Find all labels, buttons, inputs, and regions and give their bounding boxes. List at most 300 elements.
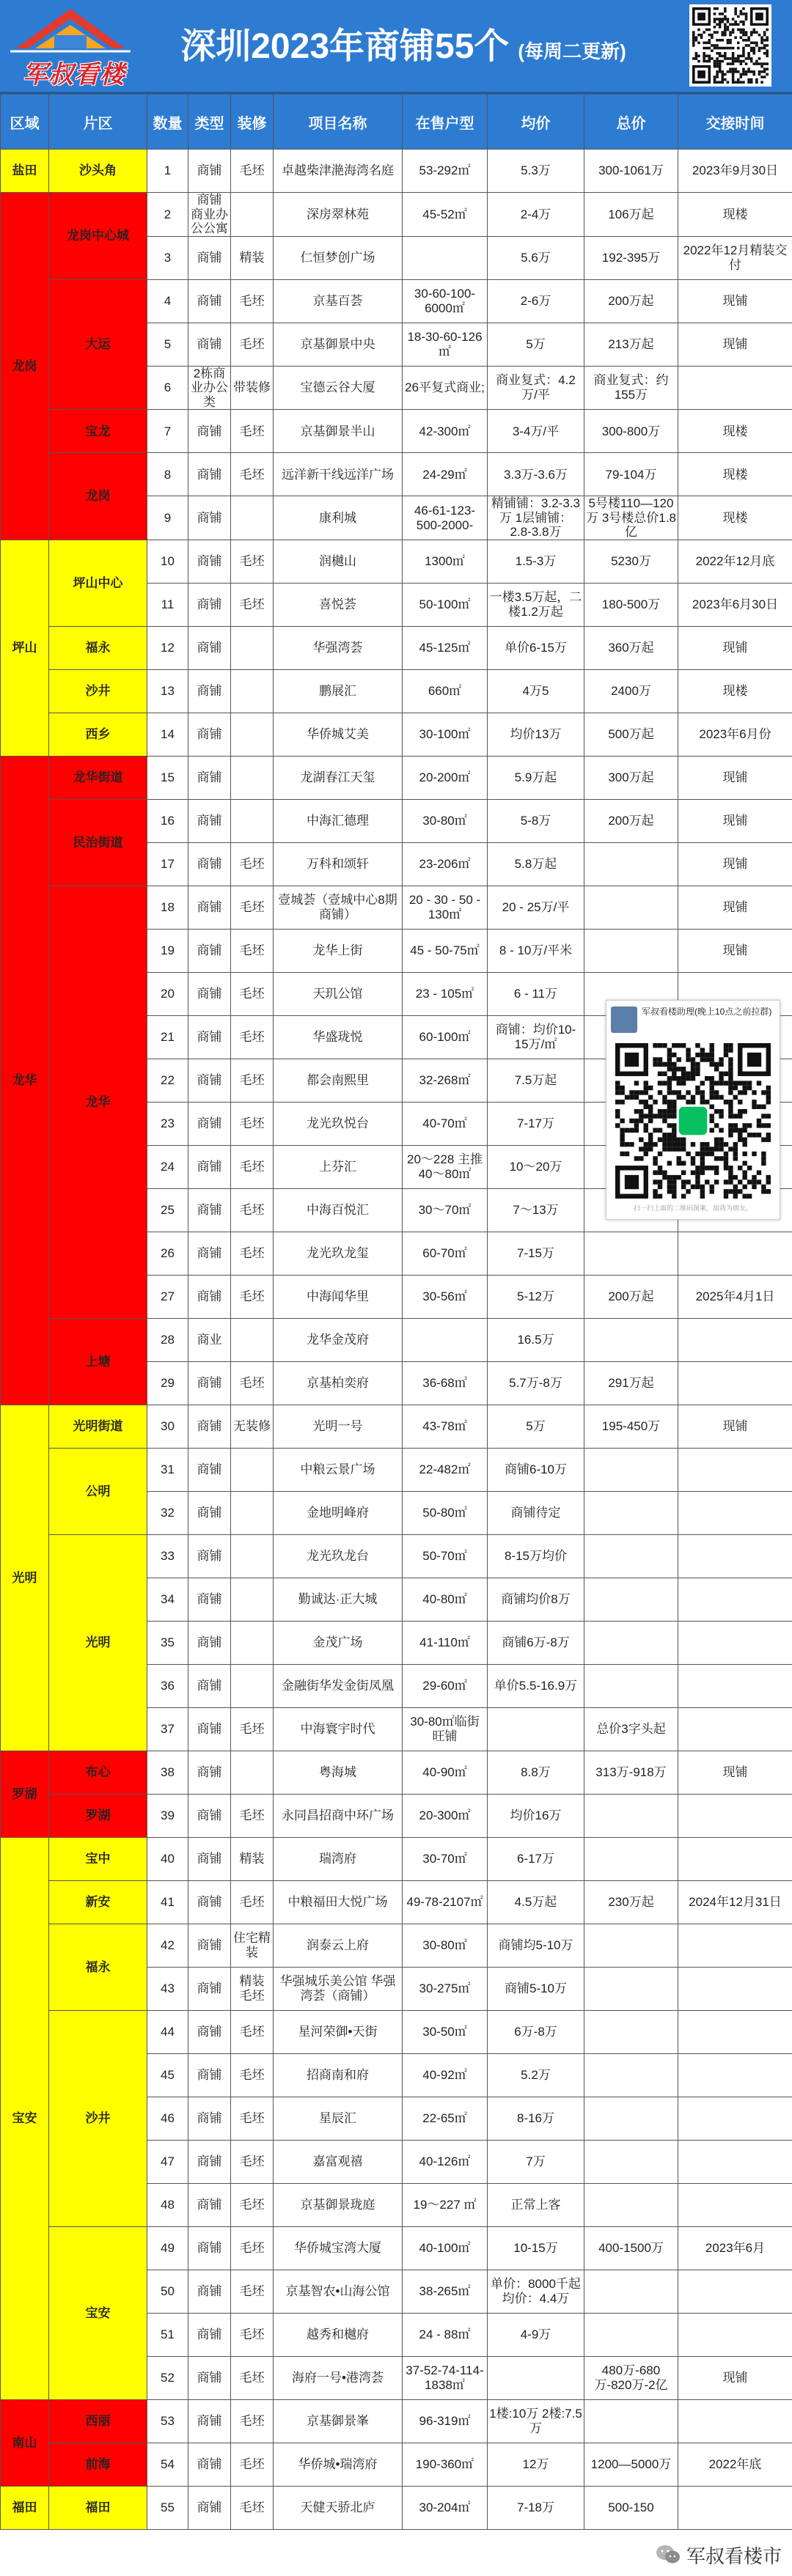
row-unit-price: 5.2万 bbox=[488, 2053, 584, 2097]
row-decoration: 毛坯 bbox=[231, 279, 274, 323]
row-number: 40 bbox=[147, 1837, 188, 1880]
area-cell: 沙头角 bbox=[49, 150, 147, 193]
row-type: 商铺 bbox=[188, 2399, 231, 2443]
row-total-price: 360万起 bbox=[584, 626, 678, 669]
row-size: 20-300㎡ bbox=[403, 1794, 488, 1837]
row-decoration: 毛坯 bbox=[231, 1232, 274, 1275]
row-project-name: 京基御景珑庭 bbox=[274, 2183, 403, 2226]
row-decoration bbox=[231, 626, 274, 669]
row-type: 商铺 bbox=[188, 1188, 231, 1232]
region-cell: 光明 bbox=[1, 1405, 49, 1751]
row-type: 商铺 bbox=[188, 1664, 231, 1707]
row-size: 49-78-2107㎡ bbox=[403, 1880, 488, 1924]
row-handover bbox=[678, 1491, 792, 1534]
row-total-price bbox=[584, 1924, 678, 1967]
row-total-price: 200万起 bbox=[584, 1275, 678, 1318]
column-header: 片区 bbox=[49, 95, 147, 150]
row-number: 51 bbox=[147, 2313, 188, 2356]
row-total-price bbox=[584, 1837, 678, 1880]
row-total-price: 79-104万 bbox=[584, 453, 678, 496]
row-decoration: 毛坯 bbox=[231, 972, 274, 1015]
table-row bbox=[1, 540, 792, 583]
row-unit-price: 一楼3.5万起，二楼1.2万起 bbox=[488, 583, 584, 626]
table-row bbox=[1, 1880, 792, 1924]
row-project-name: 润樾山 bbox=[274, 540, 403, 583]
row-total-price: 195-450万 bbox=[584, 1405, 678, 1448]
row-decoration bbox=[231, 669, 274, 713]
table-row bbox=[1, 1448, 792, 1491]
row-size: 24 - 88㎡ bbox=[403, 2313, 488, 2356]
row-total-price: 300-800万 bbox=[584, 410, 678, 453]
row-unit-price: 2-4万 bbox=[488, 193, 584, 237]
row-type: 商铺 bbox=[188, 1794, 231, 1837]
row-project-name: 京基柏奕府 bbox=[274, 1361, 403, 1405]
row-project-name: 粤海城 bbox=[274, 1751, 403, 1794]
page-title-sub: (每周二更新) bbox=[518, 40, 626, 62]
area-cell: 公明 bbox=[49, 1448, 147, 1534]
row-total-price bbox=[584, 1967, 678, 2010]
assistant-qr-code bbox=[615, 1043, 771, 1199]
row-type: 2栋商业办公类 bbox=[188, 366, 231, 410]
row-decoration: 毛坯 bbox=[231, 540, 274, 583]
row-unit-price: 7～13万 bbox=[488, 1188, 584, 1232]
table-row bbox=[1, 626, 792, 669]
region-cell: 坪山 bbox=[1, 540, 49, 756]
row-type: 商铺 bbox=[188, 150, 231, 193]
row-size: 40-100㎡ bbox=[403, 2226, 488, 2270]
avatar bbox=[611, 1007, 637, 1033]
row-decoration bbox=[231, 713, 274, 756]
row-unit-price: 正常上客 bbox=[488, 2183, 584, 2226]
row-total-price: 192-395万 bbox=[584, 236, 678, 279]
row-project-name: 康利城 bbox=[274, 496, 403, 540]
row-type: 商铺 bbox=[188, 496, 231, 540]
assistant-qr-card bbox=[606, 1000, 780, 1220]
row-project-name: 京基御景中央 bbox=[274, 323, 403, 366]
row-project-name: 华侨城•瑞湾府 bbox=[274, 2443, 403, 2486]
row-project-name: 招商南和府 bbox=[274, 2053, 403, 2097]
row-total-price: 5230万 bbox=[584, 540, 678, 583]
area-cell: 大运 bbox=[49, 279, 147, 410]
row-type: 商铺 bbox=[188, 1924, 231, 1967]
row-size: 18-30-60-126㎡ bbox=[403, 323, 488, 366]
row-number: 43 bbox=[147, 1967, 188, 2010]
row-unit-price: 5.6万 bbox=[488, 236, 584, 279]
row-size: 46-61-123-500-2000- bbox=[403, 496, 488, 540]
row-project-name: 京基百荟 bbox=[274, 279, 403, 323]
row-number: 5 bbox=[147, 323, 188, 366]
row-size: 60-70㎡ bbox=[403, 1232, 488, 1275]
area-cell: 罗湖 bbox=[49, 1794, 147, 1837]
area-cell: 宝中 bbox=[49, 1837, 147, 1880]
row-unit-price: 6-17万 bbox=[488, 1837, 584, 1880]
row-type: 商铺 bbox=[188, 2010, 231, 2053]
row-project-name: 宝德云谷大厦 bbox=[274, 366, 403, 410]
row-size: 20 - 30 - 50 - 130㎡ bbox=[403, 886, 488, 929]
row-number: 22 bbox=[147, 1059, 188, 1102]
row-number: 48 bbox=[147, 2183, 188, 2226]
row-project-name: 中海百悦汇 bbox=[274, 1188, 403, 1232]
row-number: 7 bbox=[147, 410, 188, 453]
row-unit-price: 1楼:10万 2楼:7.5万 bbox=[488, 2399, 584, 2443]
table-row bbox=[1, 2399, 792, 2443]
row-type: 商铺 bbox=[188, 886, 231, 929]
row-unit-price: 商业复式：4.2万/平 bbox=[488, 366, 584, 410]
row-project-name: 都会南熙里 bbox=[274, 1059, 403, 1102]
row-number: 18 bbox=[147, 886, 188, 929]
row-project-name: 龙光玖悦台 bbox=[274, 1102, 403, 1145]
row-type: 商铺 bbox=[188, 2356, 231, 2399]
row-type: 商铺 bbox=[188, 799, 231, 842]
row-unit-price: 商铺6万-8万 bbox=[488, 1621, 584, 1664]
row-handover bbox=[678, 2097, 792, 2140]
row-number: 28 bbox=[147, 1318, 188, 1361]
row-decoration: 毛坯 bbox=[231, 2053, 274, 2097]
area-cell: 前海 bbox=[49, 2443, 147, 2486]
row-handover bbox=[678, 1967, 792, 2010]
row-type: 商铺 bbox=[188, 1102, 231, 1145]
row-number: 2 bbox=[147, 193, 188, 237]
row-total-price: 500万起 bbox=[584, 713, 678, 756]
row-number: 24 bbox=[147, 1145, 188, 1188]
row-handover bbox=[678, 1664, 792, 1707]
row-number: 47 bbox=[147, 2140, 188, 2183]
row-decoration: 毛坯 bbox=[231, 1880, 274, 1924]
row-type: 商铺 bbox=[188, 2313, 231, 2356]
row-number: 1 bbox=[147, 150, 188, 193]
row-handover: 现铺 bbox=[678, 626, 792, 669]
row-project-name: 龙华金茂府 bbox=[274, 1318, 403, 1361]
row-number: 32 bbox=[147, 1491, 188, 1534]
row-type: 商铺 bbox=[188, 2226, 231, 2270]
table-row bbox=[1, 1534, 792, 1578]
row-size: 22-482㎡ bbox=[403, 1448, 488, 1491]
row-size: 45-125㎡ bbox=[403, 626, 488, 669]
row-type: 商铺 bbox=[188, 1751, 231, 1794]
row-handover: 现铺 bbox=[678, 842, 792, 886]
row-project-name: 喜悦荟 bbox=[274, 583, 403, 626]
row-handover: 现铺 bbox=[678, 279, 792, 323]
table-row bbox=[1, 193, 792, 237]
row-project-name: 越秀和樾府 bbox=[274, 2313, 403, 2356]
row-project-name: 中粮云景广场 bbox=[274, 1448, 403, 1491]
row-handover: 现铺 bbox=[678, 323, 792, 366]
row-total-price: 291万起 bbox=[584, 1361, 678, 1405]
row-number: 3 bbox=[147, 236, 188, 279]
row-decoration bbox=[231, 756, 274, 799]
row-decoration: 毛坯 bbox=[231, 2183, 274, 2226]
row-project-name: 京基智农•山海公馆 bbox=[274, 2270, 403, 2313]
row-handover: 2022年底 bbox=[678, 2443, 792, 2486]
wechat-icon bbox=[656, 2544, 681, 2566]
row-size: 30～70㎡ bbox=[403, 1188, 488, 1232]
table-row bbox=[1, 1405, 792, 1448]
row-decoration bbox=[231, 1751, 274, 1794]
row-project-name: 华强湾荟 bbox=[274, 626, 403, 669]
row-size: 23-206㎡ bbox=[403, 842, 488, 886]
row-handover bbox=[678, 1232, 792, 1275]
row-project-name: 华侨城宝湾大厦 bbox=[274, 2226, 403, 2270]
row-size: 53-292㎡ bbox=[403, 150, 488, 193]
row-handover: 现铺 bbox=[678, 886, 792, 929]
table-row bbox=[1, 669, 792, 713]
row-type: 商铺 bbox=[188, 842, 231, 886]
row-unit-price: 8-15万均价 bbox=[488, 1534, 584, 1578]
row-type: 商铺 bbox=[188, 453, 231, 496]
row-project-name: 龙华上街 bbox=[274, 929, 403, 972]
row-unit-price: 4万5 bbox=[488, 669, 584, 713]
row-number: 31 bbox=[147, 1448, 188, 1491]
row-size: 23 - 105㎡ bbox=[403, 972, 488, 1015]
row-type: 商铺 bbox=[188, 1707, 231, 1751]
row-size: 30-275㎡ bbox=[403, 1967, 488, 2010]
row-size: 40-70㎡ bbox=[403, 1102, 488, 1145]
row-type: 商铺 bbox=[188, 1232, 231, 1275]
row-unit-price: 10～20万 bbox=[488, 1145, 584, 1188]
row-unit-price: 单价：8000千起 均价：4.4万 bbox=[488, 2270, 584, 2313]
row-decoration bbox=[231, 1448, 274, 1491]
row-type: 商铺 bbox=[188, 669, 231, 713]
row-project-name: 龙光玖龙玺 bbox=[274, 1232, 403, 1275]
row-number: 38 bbox=[147, 1751, 188, 1794]
row-handover: 现楼 bbox=[678, 669, 792, 713]
row-size: 19～227 ㎡ bbox=[403, 2183, 488, 2226]
table-row bbox=[1, 279, 792, 323]
row-unit-price: 4-9万 bbox=[488, 2313, 584, 2356]
row-size: 42-300㎡ bbox=[403, 410, 488, 453]
area-cell: 龙岗 bbox=[49, 453, 147, 540]
row-type: 商铺 bbox=[188, 756, 231, 799]
row-handover bbox=[678, 2010, 792, 2053]
row-total-price bbox=[584, 2140, 678, 2183]
row-number: 21 bbox=[147, 1015, 188, 1059]
row-unit-price: 5-12万 bbox=[488, 1275, 584, 1318]
row-total-price bbox=[584, 1578, 678, 1621]
row-unit-price: 商铺待定 bbox=[488, 1491, 584, 1534]
row-number: 44 bbox=[147, 2010, 188, 2053]
row-total-price: 2400万 bbox=[584, 669, 678, 713]
row-size: 20～228 主推40～80㎡ bbox=[403, 1145, 488, 1188]
row-handover bbox=[678, 2183, 792, 2226]
row-project-name: 勤诚达·正大城 bbox=[274, 1578, 403, 1621]
row-number: 26 bbox=[147, 1232, 188, 1275]
row-type: 商业 bbox=[188, 1318, 231, 1361]
row-project-name: 中粮福田大悦广场 bbox=[274, 1880, 403, 1924]
row-size: 45-52㎡ bbox=[403, 193, 488, 237]
row-decoration: 毛坯 bbox=[231, 2443, 274, 2486]
table-row bbox=[1, 2226, 792, 2270]
row-project-name: 中海寰宇时代 bbox=[274, 1707, 403, 1751]
row-handover bbox=[678, 2140, 792, 2183]
table-row bbox=[1, 1837, 792, 1880]
row-handover bbox=[678, 1578, 792, 1621]
row-type: 商铺 bbox=[188, 1015, 231, 1059]
table-row bbox=[1, 410, 792, 453]
row-size: 30-204㎡ bbox=[403, 2486, 488, 2529]
row-decoration bbox=[231, 1664, 274, 1707]
row-number: 55 bbox=[147, 2486, 188, 2529]
row-decoration: 毛坯 bbox=[231, 453, 274, 496]
area-cell: 上塘 bbox=[49, 1318, 147, 1405]
row-unit-price: 7万 bbox=[488, 2140, 584, 2183]
page-title bbox=[139, 0, 667, 94]
table-row bbox=[1, 2010, 792, 2053]
region-cell: 罗湖 bbox=[1, 1751, 49, 1837]
row-handover bbox=[678, 1837, 792, 1880]
row-size: 60-100㎡ bbox=[403, 1015, 488, 1059]
row-number: 37 bbox=[147, 1707, 188, 1751]
row-type: 商铺 bbox=[188, 1967, 231, 2010]
row-size: 30-80㎡ bbox=[403, 1924, 488, 1967]
region-cell: 龙岗 bbox=[1, 193, 49, 540]
area-cell: 光明街道 bbox=[49, 1405, 147, 1448]
row-handover bbox=[678, 2270, 792, 2313]
area-cell: 新安 bbox=[49, 1880, 147, 1924]
row-total-price bbox=[584, 1318, 678, 1361]
row-number: 27 bbox=[147, 1275, 188, 1318]
row-decoration: 毛坯 bbox=[231, 1794, 274, 1837]
row-project-name: 金融街华发金街凤凰 bbox=[274, 1664, 403, 1707]
row-decoration: 毛坯 bbox=[231, 842, 274, 886]
row-total-price bbox=[584, 2270, 678, 2313]
row-decoration: 毛坯 bbox=[231, 2010, 274, 2053]
row-unit-price: 8 - 10万/平米 bbox=[488, 929, 584, 972]
row-total-price: 5号楼110—120万 3号楼总价1.8亿 bbox=[584, 496, 678, 540]
row-number: 34 bbox=[147, 1578, 188, 1621]
row-handover: 2023年6月30日 bbox=[678, 583, 792, 626]
row-size: 50-100㎡ bbox=[403, 583, 488, 626]
row-unit-price bbox=[488, 2356, 584, 2399]
row-unit-price: 3-4万/平 bbox=[488, 410, 584, 453]
row-size: 50-80㎡ bbox=[403, 1491, 488, 1534]
row-number: 54 bbox=[147, 2443, 188, 2486]
row-handover: 现铺 bbox=[678, 2356, 792, 2399]
footer-brand: 军叔看楼市 bbox=[686, 2544, 782, 2567]
row-number: 25 bbox=[147, 1188, 188, 1232]
row-unit-price: 7.5万起 bbox=[488, 1059, 584, 1102]
row-size: 40-126㎡ bbox=[403, 2140, 488, 2183]
row-handover bbox=[678, 1621, 792, 1664]
row-size: 24-29㎡ bbox=[403, 453, 488, 496]
row-number: 36 bbox=[147, 1664, 188, 1707]
qr-code-icon bbox=[692, 7, 769, 84]
row-size: 43-78㎡ bbox=[403, 1405, 488, 1448]
row-total-price: 180-500万 bbox=[584, 583, 678, 626]
row-decoration bbox=[231, 1534, 274, 1578]
row-number: 10 bbox=[147, 540, 188, 583]
row-project-name: 万科和颂轩 bbox=[274, 842, 403, 886]
area-cell: 光明 bbox=[49, 1534, 147, 1751]
row-type: 商铺 bbox=[188, 2097, 231, 2140]
row-type: 商铺 bbox=[188, 323, 231, 366]
row-total-price: 商业复式：约155万 bbox=[584, 366, 678, 410]
row-total-price bbox=[584, 2010, 678, 2053]
area-cell: 福永 bbox=[49, 1924, 147, 2010]
row-unit-price: 6 - 11万 bbox=[488, 972, 584, 1015]
row-total-price bbox=[584, 1664, 678, 1707]
row-total-price: 300万起 bbox=[584, 756, 678, 799]
table-row bbox=[1, 886, 792, 929]
logo-text: 军叔看楼 bbox=[23, 62, 125, 89]
row-decoration: 毛坯 bbox=[231, 2226, 274, 2270]
table-row bbox=[1, 756, 792, 799]
row-handover bbox=[678, 1794, 792, 1837]
row-unit-price: 商铺均5-10万 bbox=[488, 1924, 584, 1967]
row-total-price bbox=[584, 1232, 678, 1275]
table-row bbox=[1, 2486, 792, 2529]
row-project-name: 远洋新干线远洋广场 bbox=[274, 453, 403, 496]
row-decoration bbox=[231, 496, 274, 540]
row-size: 40-80㎡ bbox=[403, 1578, 488, 1621]
row-number: 12 bbox=[147, 626, 188, 669]
row-unit-price: 5万 bbox=[488, 1405, 584, 1448]
row-decoration: 毛坯 bbox=[231, 1361, 274, 1405]
row-total-price bbox=[584, 1794, 678, 1837]
row-number: 8 bbox=[147, 453, 188, 496]
row-type: 商铺 bbox=[188, 583, 231, 626]
row-number: 46 bbox=[147, 2097, 188, 2140]
column-header: 项目名称 bbox=[274, 95, 403, 150]
row-type: 商铺 bbox=[188, 1534, 231, 1578]
row-project-name: 瑞湾府 bbox=[274, 1837, 403, 1880]
row-unit-price: 12万 bbox=[488, 2443, 584, 2486]
row-unit-price: 2-6万 bbox=[488, 279, 584, 323]
row-number: 29 bbox=[147, 1361, 188, 1405]
row-unit-price: 4.5万起 bbox=[488, 1880, 584, 1924]
row-project-name: 仁恒梦创广场 bbox=[274, 236, 403, 279]
row-type: 商铺 商业办公公寓 bbox=[188, 193, 231, 237]
row-unit-price: 单价5.5-16.9万 bbox=[488, 1664, 584, 1707]
row-unit-price: 20 - 25万/平 bbox=[488, 886, 584, 929]
row-total-price: 500-150 bbox=[584, 2486, 678, 2529]
row-unit-price: 7-15万 bbox=[488, 1232, 584, 1275]
column-header: 装修 bbox=[231, 95, 274, 150]
row-type: 商铺 bbox=[188, 2486, 231, 2529]
row-total-price: 213万起 bbox=[584, 323, 678, 366]
row-handover: 现铺 bbox=[678, 756, 792, 799]
row-total-price: 230万起 bbox=[584, 1880, 678, 1924]
row-handover: 2023年9月30日 bbox=[678, 150, 792, 193]
area-cell: 沙井 bbox=[49, 669, 147, 713]
row-unit-price: 6万-8万 bbox=[488, 2010, 584, 2053]
row-handover: 2022年12月底 bbox=[678, 540, 792, 583]
row-decoration: 毛坯 bbox=[231, 1275, 274, 1318]
row-number: 35 bbox=[147, 1621, 188, 1664]
area-cell: 福田 bbox=[49, 2486, 147, 2529]
row-decoration bbox=[231, 799, 274, 842]
row-type: 商铺 bbox=[188, 2140, 231, 2183]
row-total-price: 400-1500万 bbox=[584, 2226, 678, 2270]
region-cell: 盐田 bbox=[1, 150, 49, 193]
row-unit-price: 商铺：均价10-15万/㎡ bbox=[488, 1015, 584, 1059]
area-cell: 龙华街道 bbox=[49, 756, 147, 799]
row-decoration: 毛坯 bbox=[231, 2313, 274, 2356]
row-decoration: 毛坯 bbox=[231, 886, 274, 929]
row-decoration: 毛坯 bbox=[231, 1015, 274, 1059]
row-size: 45 - 50-75㎡ bbox=[403, 929, 488, 972]
row-project-name: 海府一号•港湾荟 bbox=[274, 2356, 403, 2399]
row-handover: 现楼 bbox=[678, 453, 792, 496]
table-row bbox=[1, 1318, 792, 1361]
row-size: 29-60㎡ bbox=[403, 1664, 488, 1707]
row-total-price bbox=[584, 929, 678, 972]
row-project-name: 卓越柴津滟海湾名庭 bbox=[274, 150, 403, 193]
row-total-price bbox=[584, 842, 678, 886]
row-handover bbox=[678, 2053, 792, 2097]
row-unit-price: 8.8万 bbox=[488, 1751, 584, 1794]
row-decoration: 无装修 bbox=[231, 1405, 274, 1448]
row-number: 17 bbox=[147, 842, 188, 886]
